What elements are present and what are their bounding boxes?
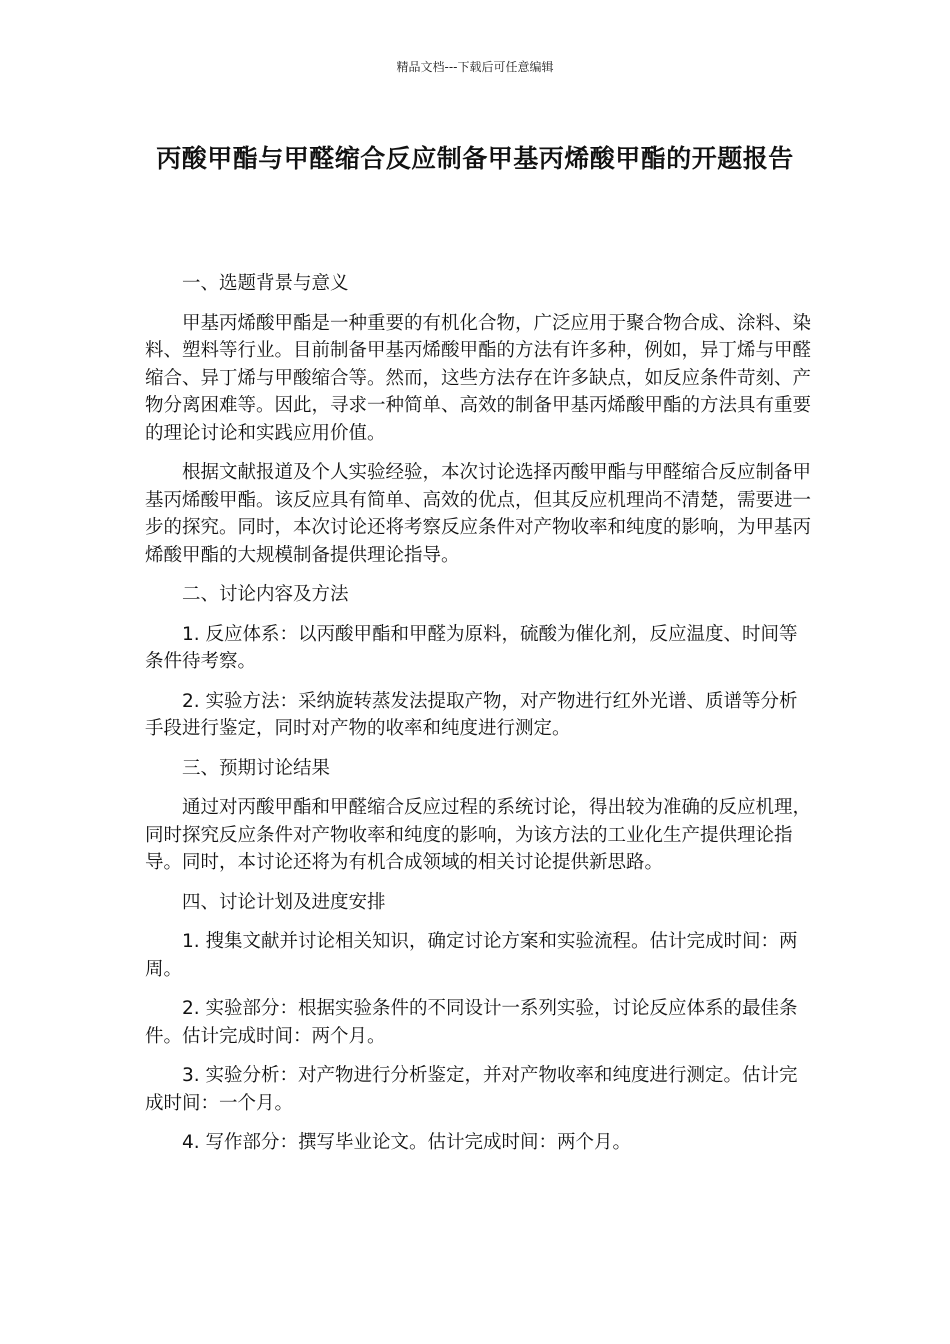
section-heading-background: 一、选题背景与意义 bbox=[182, 273, 349, 294]
paragraph-experiment-method: 2. 实验方法：采纳旋转蒸发法提取产物，对产物进行红外光谱、质谱等分析手段进行鉴定，同时对产物的收率和纯度进行测定。 bbox=[145, 690, 798, 739]
section-heading-schedule: 四、讨论计划及进度安排 bbox=[182, 891, 386, 913]
paragraph-schedule-3: 3. 实验分析：对产物进行分析鉴定，并对产物收率和纯度进行测定。估计完成时间：一个月。 bbox=[145, 1065, 798, 1114]
paragraph-background-2: 根据文献报道及个人实验经验，本次讨论选择丙酸甲酯与甲醛缩合反应制备甲基丙烯酸甲酯。该反应具有简单、高效的优点，但其反应机理尚不清楚，需要进一步的探究。同时，本次讨论还将考察反应条件对产物收率和纯度的影响，为甲基丙烯酸甲酯的大规模制备提供理论指导。 bbox=[145, 462, 812, 566]
paragraph-background-1: 甲基丙烯酸甲酯是一种重要的有机化合物，广泛应用于聚合物合成、涂料、染料、塑料等行业。目前制备甲基丙烯酸甲酯的方法有许多种，例如，异丁烯与甲醛缩合、异丁烯与甲酸缩合等。然而，这些方法存在许多缺点，如反应条件苛刻、产物分离困难等。因此，寻求一种简单、高效的制备甲基丙烯酸甲酯的方法具有重要的理论讨论和实践应用价值。 bbox=[145, 312, 812, 444]
header-note: 精品文档---下载后可任意编辑 bbox=[396, 60, 554, 74]
document-body bbox=[145, 270, 813, 1169]
paragraph-schedule-1: 1. 搜集文献并讨论相关知识，确定讨论方案和实验流程。估计完成时间：两周。 bbox=[145, 931, 798, 980]
section-heading-content-method: 二、讨论内容及方法 bbox=[182, 584, 349, 605]
paragraph-reaction-system: 1. 反应体系：以丙酸甲酯和甲醛为原料，硫酸为催化剂，反应温度、时间等条件待考察。 bbox=[145, 623, 798, 672]
paragraph-expected-results: 通过对丙酸甲酯和甲醛缩合反应过程的系统讨论，得出较为准确的反应机理，同时探究反应条件对产物收率和纯度的影响，为该方法的工业化生产提供理论指导。同时，本讨论还将为有机合成领域的相关讨论提供新思路。 bbox=[145, 797, 812, 873]
section-heading-expected-results: 三、预期讨论结果 bbox=[182, 757, 331, 779]
paragraph-schedule-4: 4. 写作部分：撰写毕业论文。估计完成时间：两个月。 bbox=[182, 1132, 632, 1153]
document-title: 丙酸甲酯与甲醛缩合反应制备甲基丙烯酸甲酯的开题报告 bbox=[156, 144, 794, 173]
paragraph-schedule-2: 2. 实验部分：根据实验条件的不同设计一系列实验，讨论反应体系的最佳条件。估计完成时间：两个月。 bbox=[145, 998, 798, 1047]
